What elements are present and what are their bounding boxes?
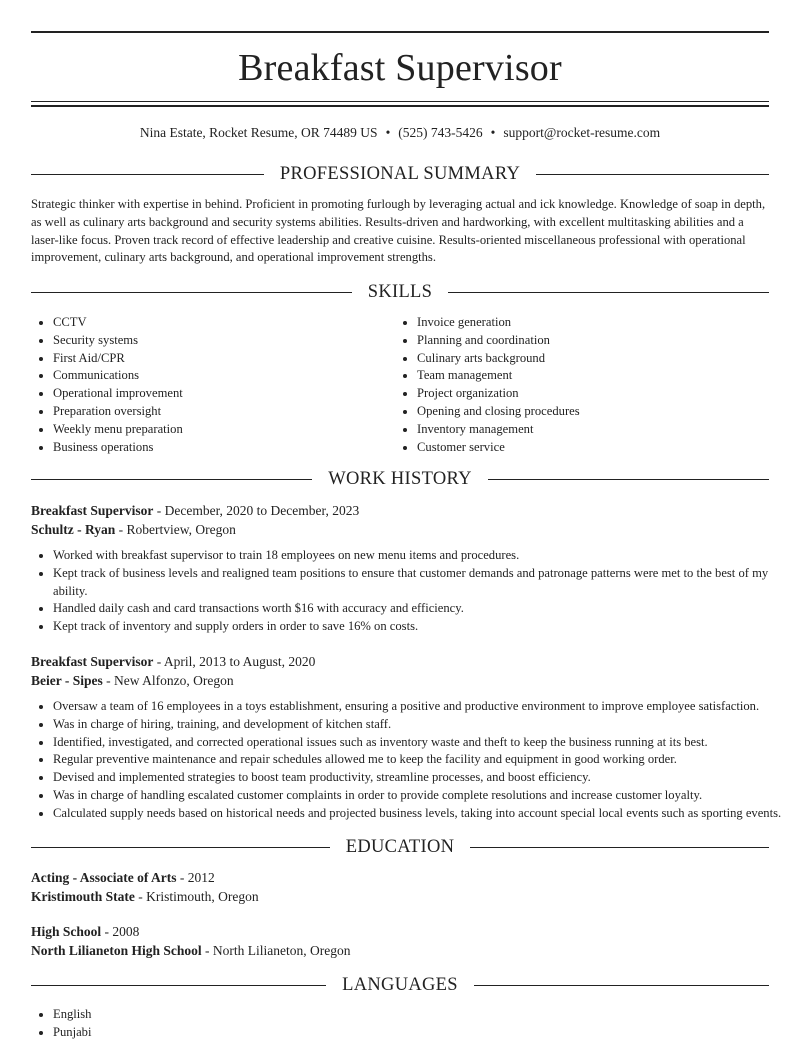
education-year: - 2008: [101, 924, 140, 939]
top-rule: [31, 31, 769, 33]
section-heading-work: [31, 467, 769, 491]
heading-rule: [31, 292, 352, 293]
title-rule-thick: [31, 105, 769, 107]
job-title: Breakfast Supervisor: [31, 654, 154, 669]
job-company-line: [31, 520, 236, 539]
skill-item: • Culinary arts background: [417, 350, 787, 368]
section-label: SKILLS: [367, 281, 433, 302]
job-bullet: • Devised and implemented strategies to boost team productivity, streamline processes, and boost efficiency.: [53, 769, 791, 787]
section-heading-skills: [31, 280, 769, 304]
heading-rule: [31, 479, 312, 480]
resume-title: Breakfast Supervisor: [238, 47, 562, 89]
summary-text: Strategic thinker with expertise in behind. Proficient in promoting furlough by leveraging actual and ick knowledge. Knowledge of soap in depth, as well as culinary arts background and security systems abilities. Results-driven and hardworking, with excellent multitasking abilities and a laser-like focus. Proven track record of effective leadership and creative cuisine. Results-oriented miscellaneous professional with operational improvement, culinary arts background, and operational improvement strengths.: [31, 197, 766, 265]
job-title-line: [31, 501, 359, 520]
job-bullet: • Kept track of inventory and supply orders in order to save 16% on costs.: [53, 618, 791, 636]
title-rule-thin: [31, 101, 769, 102]
skill-item: • Customer service: [417, 439, 787, 457]
job-title: Breakfast Supervisor: [31, 503, 154, 518]
job-dates: - April, 2013 to August, 2020: [153, 654, 316, 669]
contact-address: Nina Estate, Rocket Resume, OR 74489 US: [139, 125, 378, 140]
section-heading-summary: [31, 162, 769, 186]
contact-phone[interactable]: (525) 743-5426: [398, 125, 483, 140]
contact-separator: •: [385, 125, 391, 140]
skills-list-left: [31, 314, 393, 456]
job-location: - Robertview, Oregon: [115, 522, 236, 537]
skill-item: • Inventory management: [417, 421, 787, 439]
skill-item: • Planning and coordination: [417, 332, 787, 350]
job-bullets: [31, 698, 791, 823]
education-year: - 2012: [176, 870, 215, 885]
education-location: - North Lilianeton, Oregon: [201, 943, 351, 958]
skill-item: • Opening and closing procedures: [417, 403, 787, 421]
job-company: Schultz - Ryan: [31, 522, 116, 537]
job-title-line: [31, 652, 315, 671]
skill-item: • Invoice generation: [417, 314, 787, 332]
language-item: • Punjabi: [53, 1024, 353, 1042]
job-bullet: • Was in charge of handling escalated customer complaints in order to provide complete resolutions and increase customer loyalty.: [53, 787, 791, 805]
section-label: EDUCATION: [345, 836, 455, 857]
skill-item: • Preparation oversight: [53, 403, 393, 421]
languages-list: [31, 1006, 353, 1042]
skill-item: • Weekly menu preparation: [53, 421, 393, 439]
section-heading-education: [31, 835, 769, 859]
job-bullet: • Regular preventive maintenance and repair schedules allowed me to keep the facility and equipment in good working order.: [53, 751, 791, 769]
education-degree: High School: [31, 924, 102, 939]
skill-item: • Project organization: [417, 385, 787, 403]
job-bullet: • Identified, investigated, and corrected operational issues such as inventory waste and theft to keep the business running at its best.: [53, 734, 791, 752]
education-degree: Acting - Associate of Arts: [31, 870, 177, 885]
section-label: LANGUAGES: [342, 974, 458, 995]
heading-rule: [31, 985, 326, 986]
skill-item: • Communications: [53, 367, 393, 385]
heading-rule: [488, 479, 769, 480]
heading-rule: [474, 985, 769, 986]
heading-rule: [448, 292, 769, 293]
education-school-line: [31, 887, 259, 906]
section-label: PROFESSIONAL SUMMARY: [279, 163, 521, 184]
job-bullet: • Worked with breakfast supervisor to train 18 employees on new menu items and procedures.: [53, 547, 791, 565]
job-company: Beier - Sipes: [31, 673, 103, 688]
contact-separator: •: [490, 125, 496, 140]
job-bullet: • Calculated supply needs based on historical needs and projected business levels, taking into account special local events such as sporting events.: [53, 805, 791, 823]
education-degree-line: [31, 868, 215, 887]
contact-line: [0, 124, 800, 142]
skill-item: • Security systems: [53, 332, 393, 350]
education-school: North Lilianeton High School: [31, 943, 202, 958]
job-bullet: • Was in charge of hiring, training, and development of kitchen staff.: [53, 716, 791, 734]
skill-item: • Business operations: [53, 439, 393, 457]
education-school: Kristimouth State: [31, 889, 135, 904]
education-location: - Kristimouth, Oregon: [134, 889, 259, 904]
section-heading-languages: [31, 973, 769, 997]
heading-rule: [31, 174, 264, 175]
job-bullet: • Oversaw a team of 16 employees in a toys establishment, ensuring a positive and productive environment to improve employee satisfaction.: [53, 698, 791, 716]
contact-email[interactable]: support@rocket-resume.com: [503, 125, 661, 140]
skill-item: • CCTV: [53, 314, 393, 332]
education-degree-line: [31, 922, 139, 941]
job-company-line: [31, 671, 234, 690]
heading-rule: [470, 847, 769, 848]
job-bullet: • Handled daily cash and card transactions worth $16 with accuracy and efficiency.: [53, 600, 791, 618]
section-label: WORK HISTORY: [328, 468, 472, 489]
language-item: • English: [53, 1006, 353, 1024]
skills-list-right: [395, 314, 787, 456]
skill-item: • First Aid/CPR: [53, 350, 393, 368]
skill-item: • Team management: [417, 367, 787, 385]
heading-rule: [536, 174, 769, 175]
heading-rule: [31, 847, 330, 848]
skill-item: • Operational improvement: [53, 385, 393, 403]
job-location: - New Alfonzo, Oregon: [102, 673, 234, 688]
job-bullet: • Kept track of business levels and realigned team positions to ensure that customer demands and patronage patterns were met to the best of my ability.: [53, 565, 791, 601]
job-dates: - December, 2020 to December, 2023: [153, 503, 360, 518]
job-bullets: [31, 547, 791, 636]
education-school-line: [31, 941, 351, 960]
